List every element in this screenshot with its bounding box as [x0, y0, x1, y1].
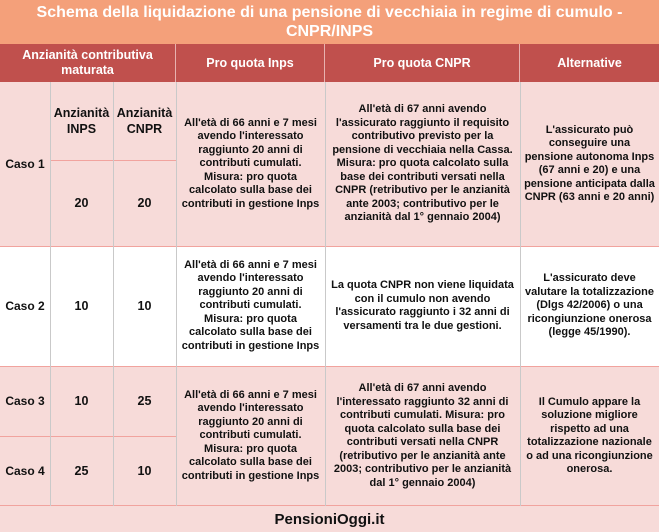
grid-line: [0, 366, 659, 367]
caso-2-alternative: L'assicurato deve valutare la totalizzazione (Dlgs 42/2006) o una ricongiunzione onerosa (legge 45/1990).: [520, 246, 659, 366]
caso-3-inps-value: 10: [50, 366, 113, 436]
subheader-anzianita-cnpr: Anzianità CNPR: [113, 82, 176, 160]
grid-line: [0, 436, 176, 437]
caso-2-cnpr-value: 10: [113, 246, 176, 366]
grid-line: [176, 82, 177, 506]
caso-1-inps-value: 20: [50, 160, 113, 246]
header-anzianita: Anzianità contributiva maturata: [0, 44, 176, 82]
grid-line: [325, 82, 326, 506]
caso-2-pro-quota-inps: All'età di 66 anni e 7 mesi avendo l'interessato raggiunto 20 anni di contributi cumulati. Misura: pro quota calcolato sulla base dei contributi in gestione Inps: [176, 246, 325, 366]
caso-2-inps-value: 10: [50, 246, 113, 366]
grid-line: [50, 82, 51, 506]
caso-1-label: Caso 1: [0, 82, 50, 246]
subheader-anzianita-inps: Anzianità INPS: [50, 82, 113, 160]
grid-line: [113, 82, 114, 506]
title-line-2: CNPR/INPS: [285, 23, 374, 40]
grid-line: [0, 246, 659, 247]
header-pro-quota-cnpr: Pro quota CNPR: [325, 44, 520, 82]
header-pro-quota-inps: Pro quota Inps: [176, 44, 325, 82]
caso-1-cnpr-value: 20: [113, 160, 176, 246]
page-title: [0, 0, 659, 44]
caso-3-4-alternative: Il Cumulo appare la soluzione migliore rispetto ad una totalizzazione nazionale o ad una ricongiunzione onerosa.: [520, 366, 659, 506]
footer-brand: PensioniOggi.it: [0, 506, 659, 532]
caso-2-label: Caso 2: [0, 246, 50, 366]
caso-4-cnpr-value: 10: [113, 436, 176, 506]
title-line-1: Schema della liquidazione di una pensione di vecchiaia in regime di cumulo -: [36, 4, 623, 21]
grid-line: [520, 82, 521, 506]
caso-3-4-pro-quota-cnpr: All'età di 67 anni avendo l'interessato raggiunto 32 anni di contributi cumulati. Misura: pro quota calcolato sulla base dei contributi versati nella CNPR (retributivo per le anzianità ante 2003; contributivo per le anzianità dal 1° gennaio 2004): [325, 366, 520, 506]
caso-2-pro-quota-cnpr: La quota CNPR non viene liquidata con il cumulo non avendo l'assicurato raggiunto i 32 anni di versamenti tra le due gestioni.: [325, 246, 520, 366]
caso-4-label: Caso 4: [0, 436, 50, 506]
caso-4-inps-value: 25: [50, 436, 113, 506]
caso-1-pro-quota-inps: All'età di 66 anni e 7 mesi avendo l'interessato raggiunto 20 anni di contributi cumulati. Misura: pro quota calcolato sulla base dei contributi in gestione Inps: [176, 82, 325, 246]
caso-1-alternative: L'assicurato può conseguire una pensione autonoma Inps (67 anni e 20) e una pensione anticipata dalla CNPR (63 anni e 20 anni): [520, 82, 659, 246]
header-alternative: Alternative: [520, 44, 659, 82]
caso-1-pro-quota-cnpr: All'età di 67 anni avendo l'assicurato raggiunto il requisito contributivo previsto per la pensione di vecchiaia nella Cassa. Misura: pro quota calcolato sulla base dei contributi versati nella CNPR (retributivo per le anzianità ante 2003; contributivo per le anzianità dal 1° gennaio 2004): [325, 82, 520, 246]
caso-3-4-pro-quota-inps: All'età di 66 anni e 7 mesi avendo l'interessato raggiunto 20 anni di contributi cumulati. Misura: pro quota calcolato sulla base dei contributi in gestione Inps: [176, 366, 325, 506]
caso-3-cnpr-value: 25: [113, 366, 176, 436]
caso-3-label: Caso 3: [0, 366, 50, 436]
